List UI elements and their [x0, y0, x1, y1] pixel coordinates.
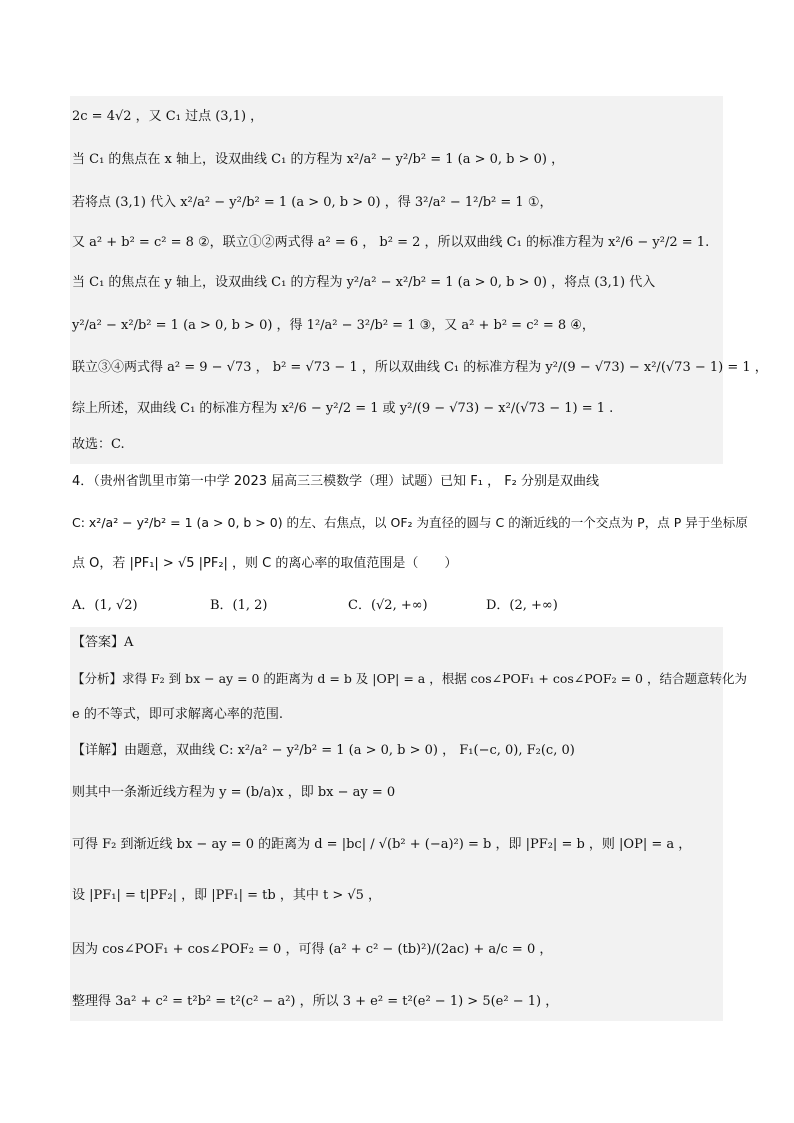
option-b: B．(1, 2): [210, 598, 268, 613]
option-d: D．(2, +∞): [486, 598, 558, 613]
question-line-2: C: x²/a² − y²/b² = 1 (a > 0, b > 0) 的左、右焦点，以 OF₂ 为直径的圆与 C 的渐近线的一个交点为 P，点 P 异于坐标原: [72, 515, 748, 530]
solution-line-5: 当 C₁ 的焦点在 y 轴上，设双曲线 C₁ 的方程为 y²/a² − x²/b² = 1 (a > 0, b > 0) ，将点 (3,1) 代入: [72, 275, 656, 290]
solution-line-2: 当 C₁ 的焦点在 x 轴上，设双曲线 C₁ 的方程为 x²/a² − y²/b² = 1 (a > 0, b > 0) ，: [72, 152, 565, 167]
analysis-line-2: e 的不等式，即可求解离心率的范围.: [72, 707, 283, 722]
detail-line-3: 可得 F₂ 到渐近线 bx − ay = 0 的距离为 d = |bc| / √(b² + (−a)²) = b ，即 |PF₂| = b ，则 |OP| = a ，: [72, 837, 692, 852]
answer-key: 【答案】A: [72, 635, 134, 650]
question-line-1: 4．（贵州省凯里市第一中学 2023 届高三三模数学（理）试题）已知 F₁ ， F₂ 分别是双曲线: [72, 474, 600, 489]
detail-line-5: 因为 cos∠POF₁ + cos∠POF₂ = 0 ，可得 (a² + c² − (tb)²)/(2ac) + a/c = 0 ，: [72, 942, 553, 957]
detail-line-6: 整理得 3a² + c² = t²b² = t²(c² − a²) ，所以 3 + e² = t²(e² − 1) > 5(e² − 1) ，: [72, 994, 559, 1009]
solution-line-3: 若将点 (3,1) 代入 x²/a² − y²/b² = 1 (a > 0, b > 0) ，得 3²/a² − 1²/b² = 1 ①，: [72, 195, 553, 210]
detail-line-1: 【详解】由题意，双曲线 C: x²/a² − y²/b² = 1 (a > 0, b > 0) ， F₁(−c, 0), F₂(c, 0): [72, 743, 575, 758]
solution-line-9: 故选：C.: [72, 437, 125, 452]
detail-line-4: 设 |PF₁| = t|PF₂| ，即 |PF₁| = tb ，其中 t > √5 ，: [72, 888, 382, 903]
solution-line-4: 又 a² + b² = c² = 8 ②，联立①②两式得 a² = 6 ， b² = 2 ，所以双曲线 C₁ 的标准方程为 x²/6 − y²/2 = 1.: [72, 235, 710, 250]
solution-line-1: 2c = 4√2 ，又 C₁ 过点 (3,1) ，: [72, 109, 264, 124]
solution-line-6: y²/a² − x²/b² = 1 (a > 0, b > 0) ，得 1²/a² − 3²/b² = 1 ③，又 a² + b² = c² = 8 ④，: [72, 318, 595, 333]
option-c: C．(√2, +∞): [348, 598, 428, 613]
detail-line-2: 则其中一条渐近线方程为 y = (b/a)x ，即 bx − ay = 0: [72, 785, 396, 800]
option-a: A．(1, √2): [72, 598, 138, 613]
solution-line-7: 联立③④两式得 a² = 9 − √73 ， b² = √73 − 1 ，所以双曲线 C₁ 的标准方程为 y²/(9 − √73) − x²/(√73 − 1) = 1 ，: [72, 360, 768, 375]
analysis-line-1: 【分析】求得 F₂ 到 bx − ay = 0 的距离为 d = b 及 |OP| = a ，根据 cos∠POF₁ + cos∠POF₂ = 0 ，结合题意转化为: [72, 671, 747, 686]
solution-line-8: 综上所述，双曲线 C₁ 的标准方程为 x²/6 − y²/2 = 1 或 y²/(9 − √73) − x²/(√73 − 1) = 1 .: [72, 401, 614, 416]
question-line-3: 点 O，若 |PF₁| > √5 |PF₂| ，则 C 的离心率的取值范围是（ ）: [72, 556, 458, 571]
